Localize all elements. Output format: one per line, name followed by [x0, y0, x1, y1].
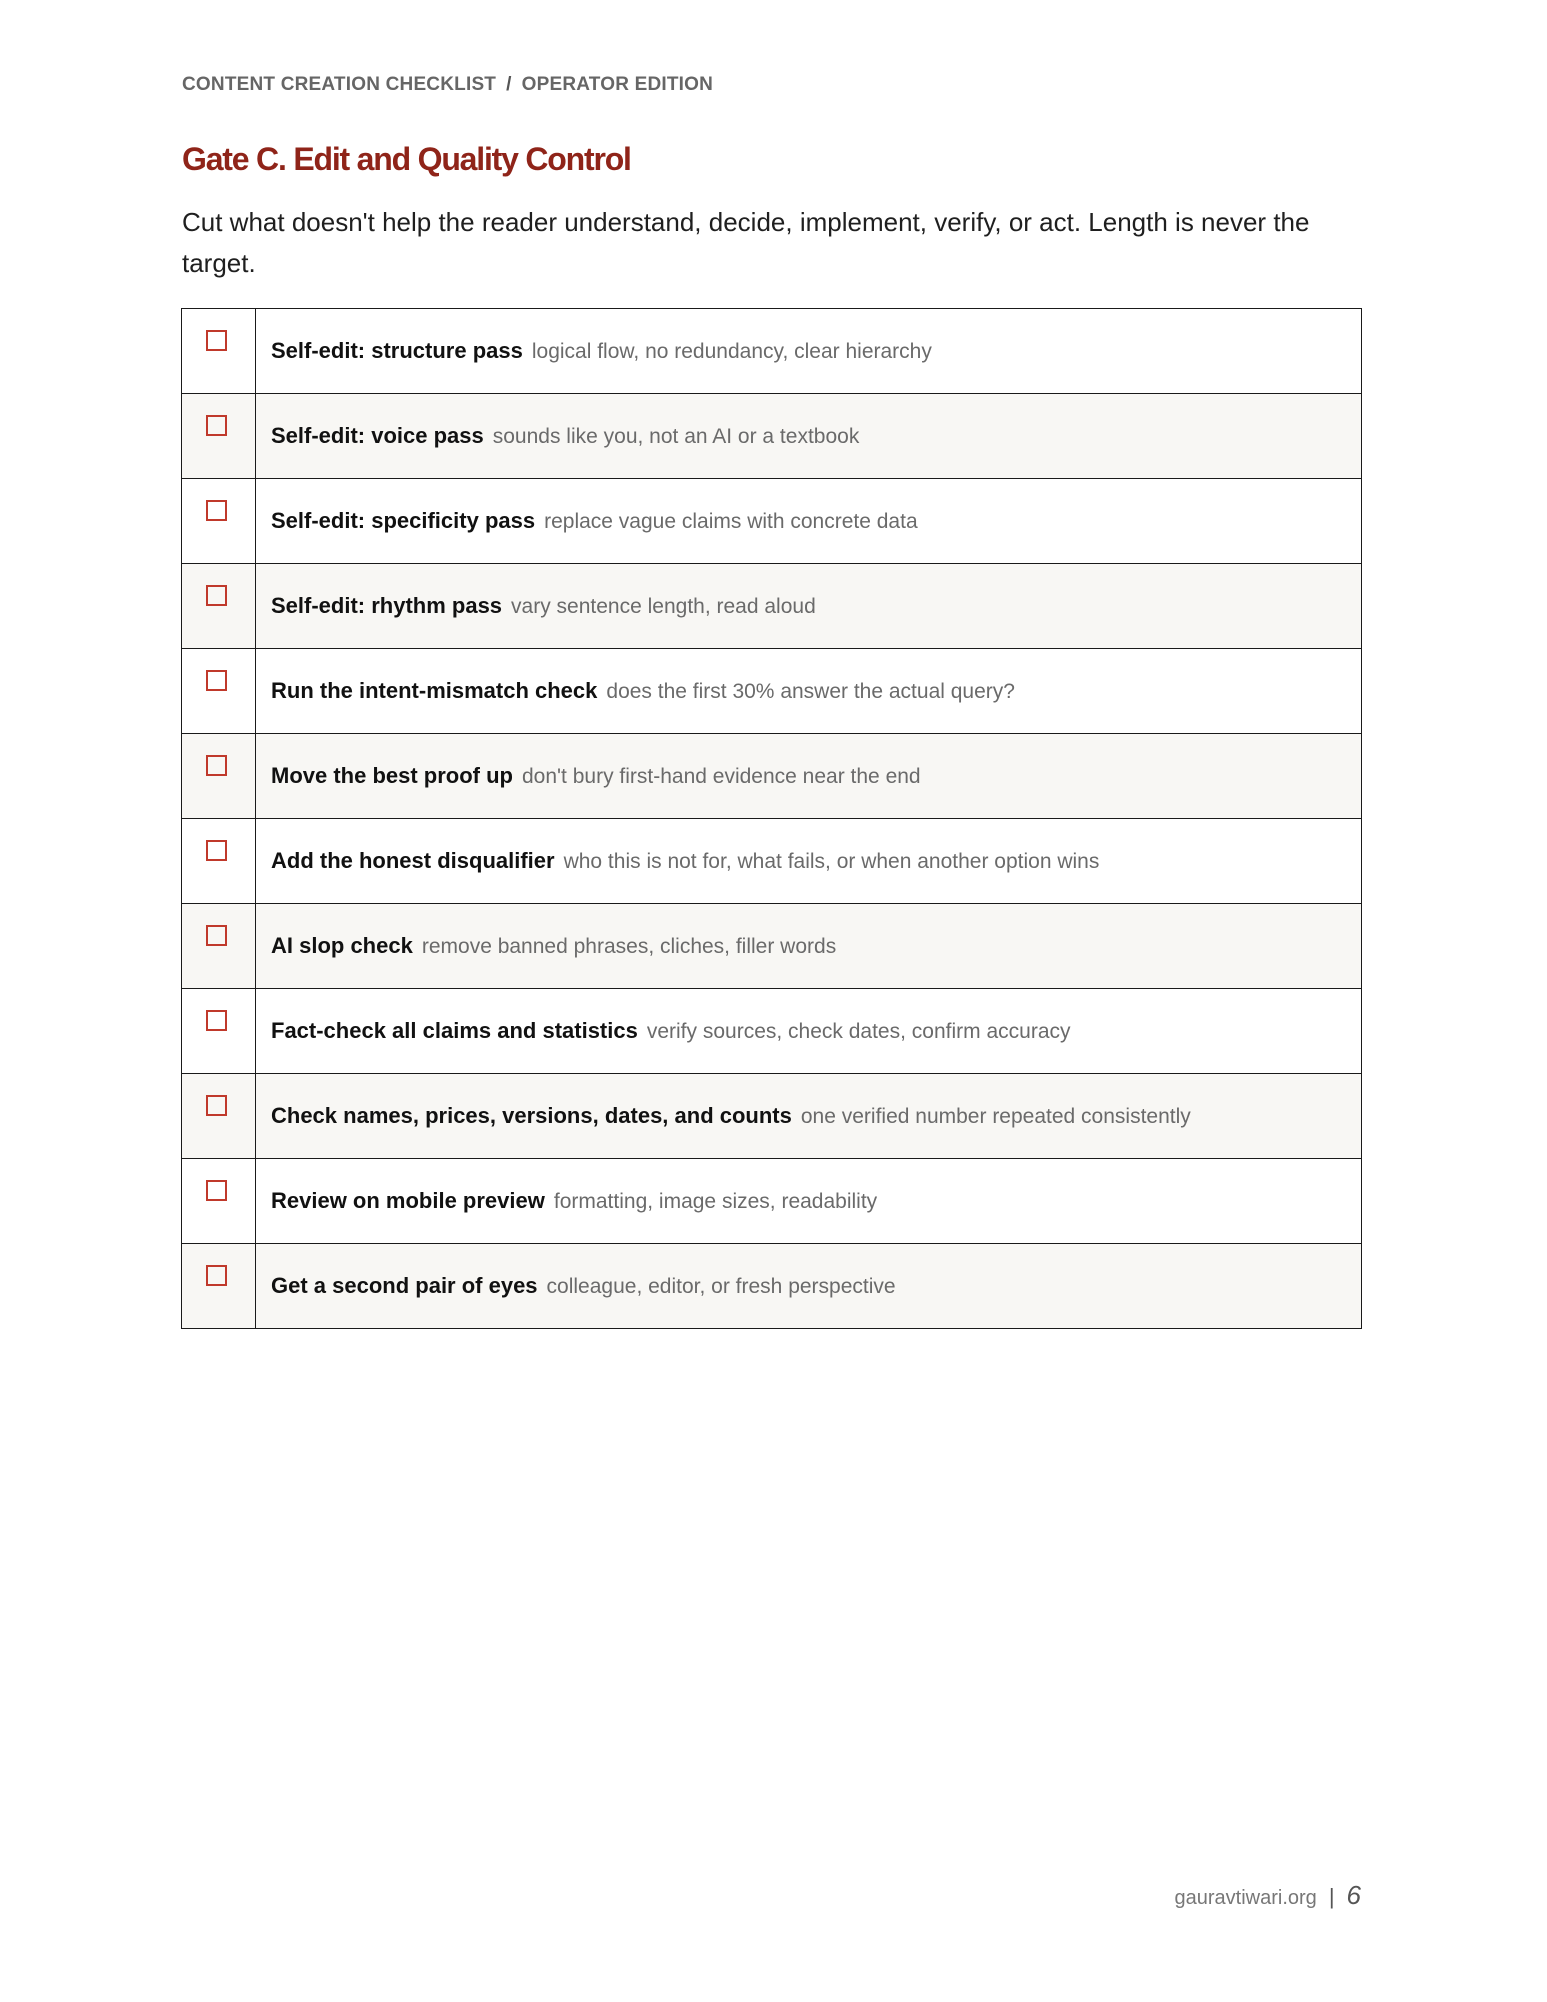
- checklist-row: [182, 479, 1362, 564]
- checkbox-cell: [182, 1244, 256, 1329]
- item-title: Self-edit: rhythm pass: [271, 593, 503, 618]
- checkbox[interactable]: [206, 1265, 227, 1286]
- checkbox-cell: [182, 564, 256, 649]
- section-title: Gate C. Edit and Quality Control: [182, 141, 631, 177]
- checkbox-cell: [182, 309, 256, 394]
- checkbox[interactable]: [206, 415, 227, 436]
- item-description: who this is not for, what fails, or when another option wins: [563, 850, 1100, 873]
- checkbox-cell: [182, 819, 256, 904]
- item-description: logical flow, no redundancy, clear hierarchy: [531, 340, 932, 363]
- item-title: Self-edit: voice pass: [271, 423, 484, 448]
- checklist-body: [182, 309, 1362, 1329]
- checkbox[interactable]: [206, 500, 227, 521]
- checkbox-cell: [182, 904, 256, 989]
- checkbox[interactable]: [206, 670, 227, 691]
- header-left: CONTENT CREATION CHECKLIST: [182, 74, 497, 95]
- page-footer: [1175, 1880, 1361, 1911]
- checklist-row: [182, 564, 1362, 649]
- checkbox-cell: [182, 394, 256, 479]
- checkbox-cell: [182, 734, 256, 819]
- checklist-row: [182, 989, 1362, 1074]
- checkbox-cell: [182, 989, 256, 1074]
- item-cell: [256, 1244, 1362, 1329]
- checklist-row: [182, 1159, 1362, 1244]
- checkbox-cell: [182, 1159, 256, 1244]
- item-description: don't bury first-hand evidence near the end: [522, 765, 921, 788]
- checklist-row: [182, 1074, 1362, 1159]
- checkbox-cell: [182, 649, 256, 734]
- item-cell: [256, 904, 1362, 989]
- page-number: 6: [1346, 1880, 1361, 1910]
- checklist-table: [181, 308, 1362, 1329]
- item-description: remove banned phrases, cliches, filler words: [421, 935, 837, 958]
- item-description: sounds like you, not an AI or a textbook: [492, 425, 860, 448]
- item-description: verify sources, check dates, confirm accuracy: [646, 1020, 1071, 1043]
- checklist-row: [182, 1244, 1362, 1329]
- running-header: [182, 74, 713, 96]
- header-separator: /: [506, 74, 512, 95]
- checkbox[interactable]: [206, 925, 227, 946]
- footer-separator: |: [1328, 1884, 1335, 1909]
- checkbox-cell: [182, 479, 256, 564]
- item-description: colleague, editor, or fresh perspective: [546, 1275, 896, 1298]
- checkbox[interactable]: [206, 1010, 227, 1031]
- footer-site: gauravtiwari.org: [1174, 1887, 1317, 1909]
- item-title: Review on mobile preview: [271, 1188, 545, 1213]
- item-description: formatting, image sizes, readability: [553, 1190, 878, 1213]
- item-description: vary sentence length, read aloud: [511, 595, 816, 618]
- checklist-row: [182, 734, 1362, 819]
- checklist-row: [182, 649, 1362, 734]
- checklist-row: [182, 309, 1362, 394]
- item-cell: [256, 309, 1362, 394]
- item-title: Self-edit: specificity pass: [271, 508, 536, 533]
- item-title: Check names, prices, versions, dates, and counts: [271, 1103, 792, 1128]
- item-title: Run the intent-mismatch check: [271, 678, 598, 703]
- checkbox[interactable]: [206, 1180, 227, 1201]
- item-description: one verified number repeated consistently: [800, 1105, 1191, 1128]
- item-cell: [256, 479, 1362, 564]
- item-cell: [256, 989, 1362, 1074]
- section-intro: Cut what doesn't help the reader understand, decide, implement, verify, or act. Length is never the target.: [182, 207, 1310, 278]
- checkbox-cell: [182, 1074, 256, 1159]
- checkbox[interactable]: [206, 330, 227, 351]
- item-description: does the first 30% answer the actual query?: [606, 680, 1015, 703]
- checkbox[interactable]: [206, 840, 227, 861]
- item-cell: [256, 1159, 1362, 1244]
- item-cell: [256, 734, 1362, 819]
- checklist-row: [182, 394, 1362, 479]
- item-description: replace vague claims with concrete data: [544, 510, 918, 533]
- item-title: AI slop check: [271, 933, 413, 958]
- item-title: Fact-check all claims and statistics: [271, 1018, 638, 1043]
- item-cell: [256, 394, 1362, 479]
- checklist-row: [182, 904, 1362, 989]
- item-title: Get a second pair of eyes: [271, 1273, 538, 1298]
- checklist-row: [182, 819, 1362, 904]
- item-title: Add the honest disqualifier: [271, 848, 555, 873]
- item-title: Move the best proof up: [271, 763, 513, 788]
- item-title: Self-edit: structure pass: [271, 338, 523, 363]
- checkbox[interactable]: [206, 755, 227, 776]
- checkbox[interactable]: [206, 1095, 227, 1116]
- item-cell: [256, 649, 1362, 734]
- header-right: OPERATOR EDITION: [521, 74, 714, 95]
- item-cell: [256, 564, 1362, 649]
- item-cell: [256, 819, 1362, 904]
- checkbox[interactable]: [206, 585, 227, 606]
- item-cell: [256, 1074, 1362, 1159]
